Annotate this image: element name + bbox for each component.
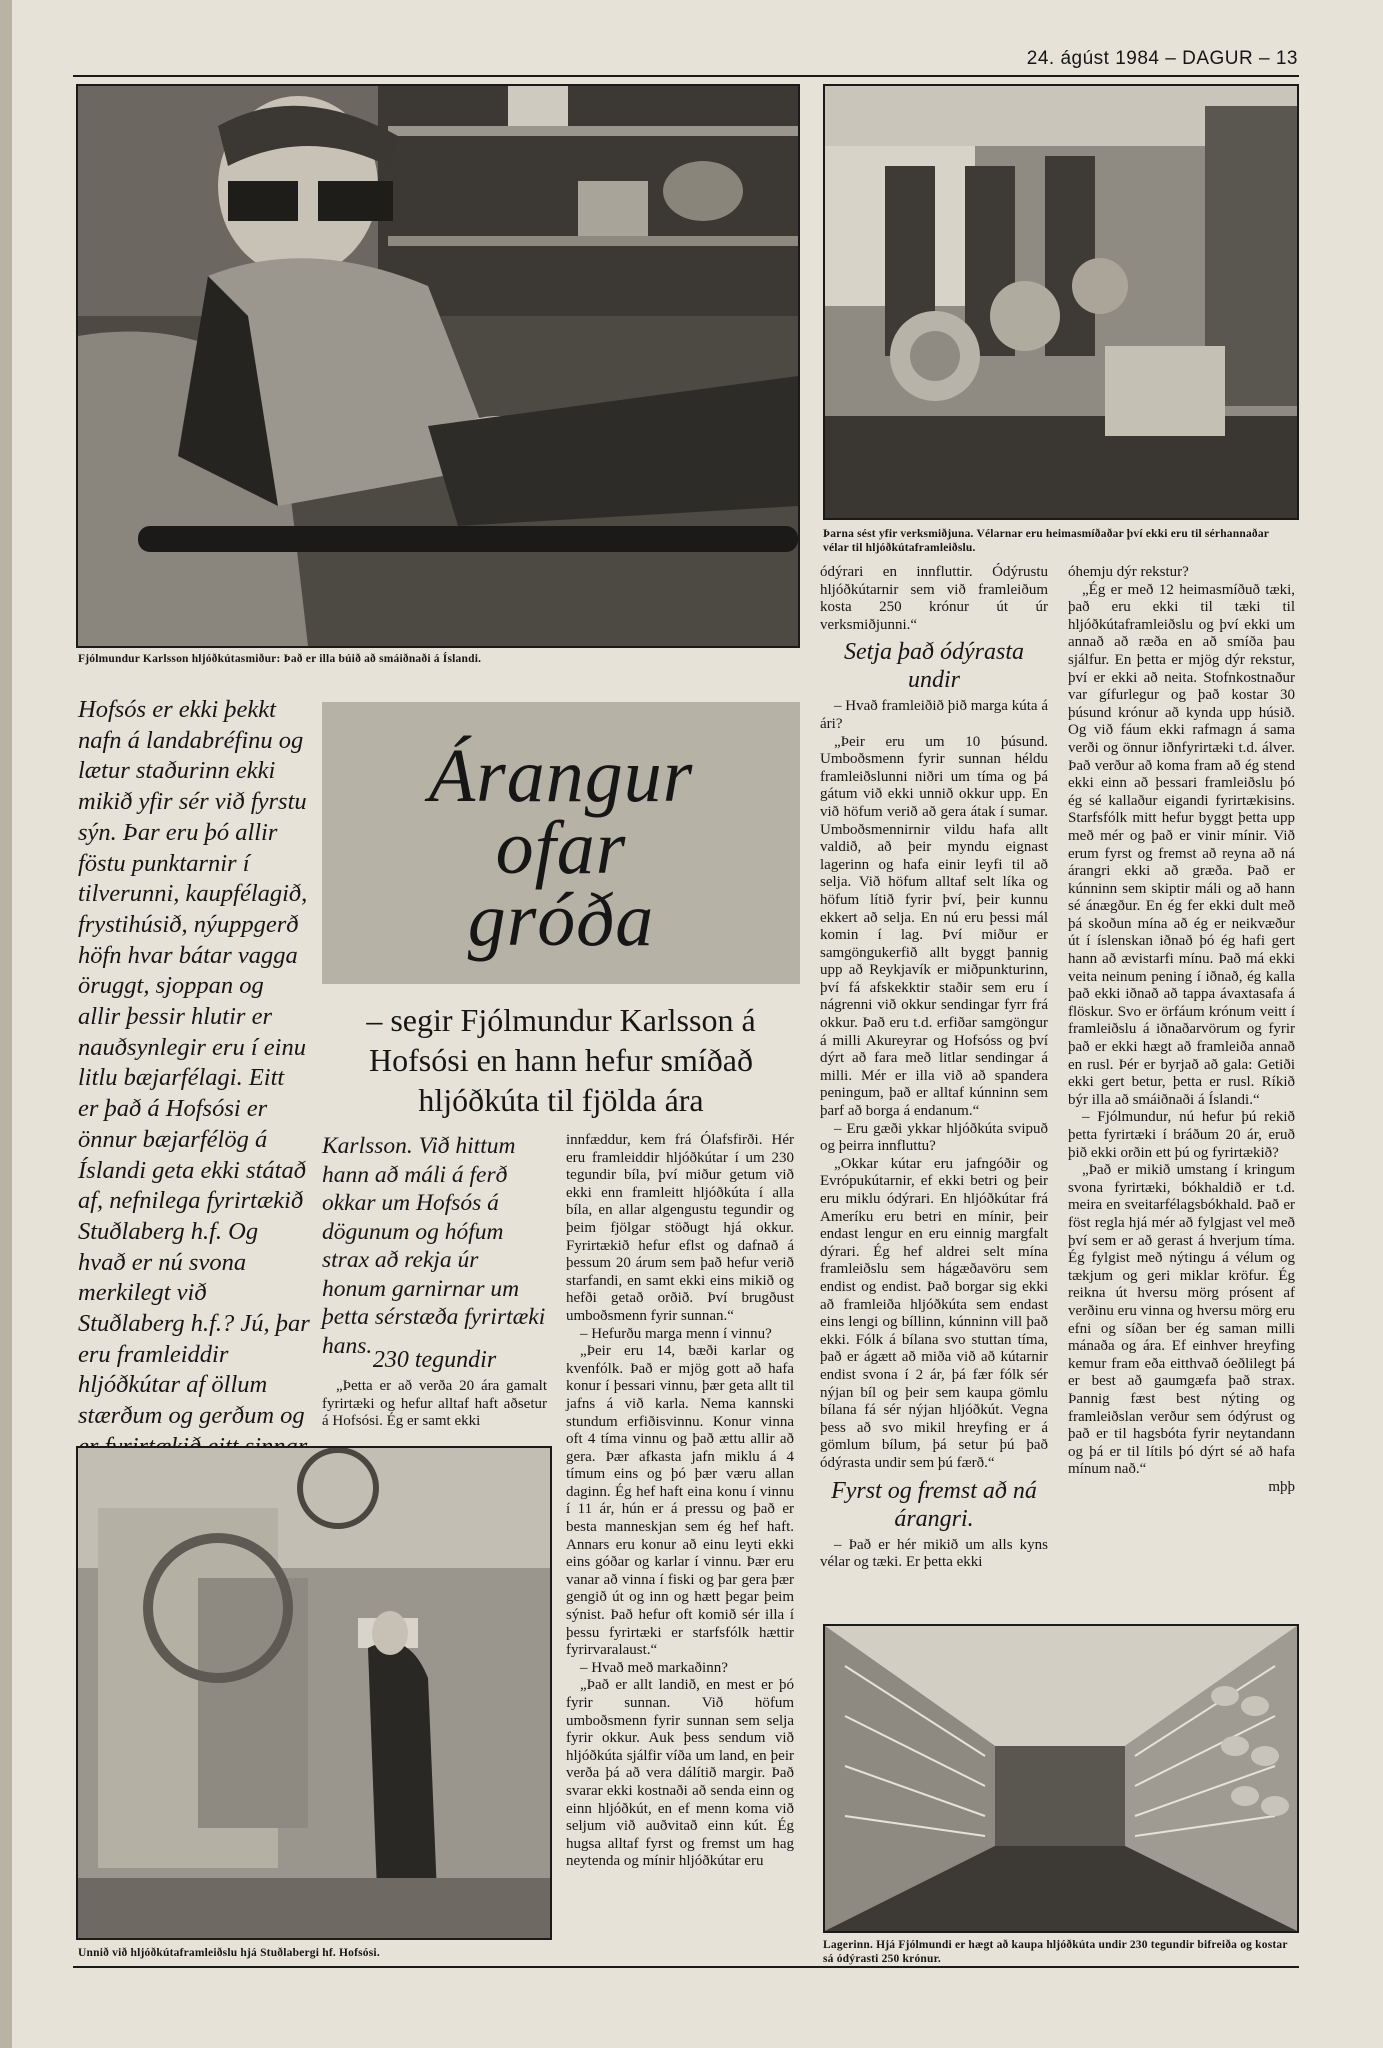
- column-3-para: – Hefurðu marga menn í vinnu?: [580, 1325, 772, 1342]
- column-3-para: „Þeir eru 14, bæði karlar og kvenfólk. Það er mjög gott að hafa konur í þessari vinnu, þær geta allt til jafns á við karla. Nema kannski stundum erfiðisvinnu. Konur vinna oft 4 tíma vinnu og það ættu allir að gera. Þær afkasta jafn miklu á 4 tímum eins og þó þær væru allan daginn. Ég hef haft eina konu í vinnu í 11 ár, hún er á pressu og það er besta manneskjan sem ég hef haft. Annars eru konur að einu leyti ekki eins góðar og karlar í vinnu. Þær eru vanar að vinna í fiski og þar gera þær gengið út og inn og hætt þegar þeim sýnist. Það hefur oft komið sér illa í þessu fyrirtæki er starfsfólk hættir fyrirvaralaust.“: [566, 1343, 794, 1659]
- warehouse-caption: Lagerinn. Hjá Fjólmundi er hægt að kaupa hljóðkúta undir 230 tegundir bifreiða og kostar sá ódýrasti 250 krónur.: [823, 1939, 1288, 1965]
- warehouse-photo: [823, 1624, 1299, 1933]
- title-line-1: Árangur: [428, 734, 694, 818]
- factory-caption: Þarna sést yfir verksmiðjuna. Vélarnar eru heimasmíðaðar því ekki eru til sérhannaðar vélar til hljóðkútaframleiðslu.: [823, 528, 1269, 554]
- title-line-3: gróða: [467, 878, 655, 962]
- column-4-para: „Þeir eru um 10 þúsund. Umboðsmenn fyrir sunnan héldu framleiðslunni niðri um tíma og þá gátum við ekki unnið okkur upp. En við höfum verið að gera átak í sumar. Umboðsmennirnir vildu hafa allt valdið, að þeir myndu eignast lagerinn og hafa einir leyfi til að selja. Við höfum alltaf selt líka og höfum lítið fyrir því, þeir kunnu ekkert að selja. En nú eru þessi mál komin í lag. Því miður er samgöngukerfið allt byggt þannig upp að Reykjavík er miðpunkturinn, því fá afskekktir staðir sem eru í nágrenni við okkur sendingar fyrr frá okkur. Það eru t.d. erfiðar samgöngur á milli Akureyrar og Hofsóss og því dýrt að fara með litlar sendingar á milli. Mér er illa við að spandera peningum, það er alltaf kúnninn sem þarf að borga á endanum.“: [820, 733, 1048, 1120]
- column-2: [322, 1342, 547, 1431]
- factory-photo: [823, 84, 1299, 520]
- column-3-para: „Það er allt landið, en mest er þó fyrir sunnan. Við höfum umboðsmenn fyrir sunnan sem selja fyrir okkur. Auk þess sendum við hljóðkúta sjálfir víða um land, en þeir verða þá að vera dálítið margir. Það svarar ekki kostnaði að senda einn og einn hljóðkút, en ef menn koma við seljum við auðvitað einn kút. Ég hugsa alltaf fyrst og fremst um hag neytenda og mínir hljóðkútar eru: [566, 1677, 794, 1870]
- column-3: [566, 1132, 794, 1871]
- column-2-italic: Karlsson. Við hittum hann að máli á ferð okkar um Hofsós á dögunum og hófum strax að rekja úr honum garnirnar um þetta sérstæða fyrirtæki hans.: [322, 1133, 546, 1359]
- subheading-setja: Setja það ódýrasta undir: [844, 639, 1024, 694]
- portrait-photo: [76, 84, 800, 648]
- title-line-2: ofar: [495, 806, 627, 890]
- column-4-para: „Okkar kútar eru jafngóðir og Evrópukútarnir, ef ekki betri og þeir eru miklu ódýrari. En hljóðkútar frá Ameríku eru betri en mínir, þeir endast lengur en eru einnig margfalt dýrari. Ég hef aldrei selt mína framleiðslu sem hágæðavöru sem endist og endist. Það borgar sig ekki að framleiða hljóðkúta sem endast eins lengi og bíllinn, kúnninn vill það ekki. Fólk á bílana svo stuttan tíma, það er ágætt að miða við að kútarnir endist svona í 2 ár, þá fær fólk sér nýjan bíl og þeir sem kaupa gömlu bílana fá sér nýjan hljóðkút. Vegna þess að svo mikil hreyfing er á gömlum bílum, þá setur þú það ódýrasta undir sem þú færð.“: [820, 1155, 1048, 1471]
- column-5-para: „Ég er með 12 heimasmíðuð tæki, það eru ekki til tæki til hljóðkútaframleiðslu og því ekki um annað að ræða en að smíða þau sjálfur. En þetta er mjög dýr rekstur, því er ekki að neita. Stofnkostnaður var gífurlegur og það kostar 30 þúsund krónur að kynda upp húsið. Og við fáum ekki rafmagn á sama verði og önnur iðnfyrirtæki t.d. álver. Það verður að koma fram að ég stend ekki einn að þessari framleiðslu þó ég sé kallaður eigandi fyrirtækisins. Starfsfólk mitt hefur byggt þetta upp með mér og það er vinir mínir. Við erum fyrst og fremst að reyna að ná árangri ekki að græða. Það er kúnninn sem skiptir máli og að hann sé ánægður. En ég fer ekki dult með þá skoðun mína að ég er neikvæður út í íslenskan iðnað þó ég hafi gert hann að ævistarfi mínu. Það má ekki veita neinum pening í iðnað, ég kalla það ekki iðnað að tappa ávaxtasafa á flöskur. Svo er örfáum krónum veitt í framleiðslu á iðnaðarvörum og fyrir það er ekki hægt að framleiða annað en rusl. Þér er byrjað að gala: Getiði ekki gert betur, þetta er rusl. Ríkið býr illa að smáiðnaði á Íslandi.“: [1068, 581, 1295, 1108]
- column-4-para: – Eru gæði ykkar hljóðkúta svipuð og þeirra innfluttu?: [820, 1120, 1048, 1155]
- footer-rule: [73, 1966, 1299, 1968]
- article-intro: Hofsós er ekki þekkt nafn á landabréfinu og lætur staðurinn ekki mikið yfir sér við fyrstu sýn. Þar eru þó allir föstu punktarnir í tilverunni, kaupfélagið, frystihúsið, nýuppgerð höfn hvar bátar vagga öruggt, sjoppan og allir þessir hlutir er nauðsynlegir eru í einu litlu bæjarfélagi. Eitt er það á Hofsósi er önnur bæjarfélög á Íslandi geta ekki státað af, nefnilega fyrirtækið Stuðlaberg h.f. Og hvað er nú svona merkilegt við Stuðlaberg h.f.? Jú, þar eru framleiddir hljóðkútar af öllum stærðum og gerðum og: [78, 696, 310, 1430]
- article-subtitle: – segir Fjólmundur Karlsson á Hofsósi en hann hefur smíðað hljóðkúta til fjölda ára: [366, 1002, 756, 1118]
- column-5-para: „Það er mikið umstang í kringum svona fyrirtæki, bókhaldið er t.d. meira en sveitarfélagsbókhald. Það er föst regla hjá mér að fylgjast vel með því sem er að gerast á hverjum tíma. Ég fylgist með nýtingu á vélum og tækjum og geri miklar kröfur. Ég reikna út hversu mörg prósent af verðinu eru vinna og hversu mörg eru efni og síðan ber ég saman milli mánaða og ára. Ef einhver hreyfing kemur fram eða eitthvað óeðlilegt þá er best að gaumgæfa það strax. Þannig fæst best nýting og framleiðslan verður sem ódýrust og það er til hagsbóta fyrir neytandann og þá er til lítils þó dýrt sé að hafa mínum nað.“: [1068, 1162, 1295, 1478]
- column-2-text: „Þetta er að verða 20 ára gamalt fyrirtæki og hefur alltaf haft aðsetur á Hofsósi. Ég er samt ekki: [322, 1378, 547, 1430]
- column-4-para: ódýrari en innfluttir. Ódýrustu hljóðkútarnir sem við framleiðum kosta 250 krónur út úr verksmiðjunni.“: [820, 564, 1048, 633]
- column-4: [820, 564, 1048, 1572]
- worker-caption: Unnið við hljóðkútaframleiðslu hjá Stuðlabergi hf. Hofsósi.: [78, 1947, 380, 1959]
- signature: mþþ: [1268, 1478, 1295, 1495]
- page-edge: [0, 0, 12, 2048]
- column-4-para: – Hvað framleiðið þið marga kúta á ári?: [820, 698, 1048, 732]
- article-title: [322, 734, 800, 962]
- column-5-para: – Fjólmundur, nú hefur þú rekið þetta fyrirtæki í bráðum 20 ár, eruð þið ekki orðin ett þú og fyrirtækið?: [1068, 1109, 1295, 1161]
- worker-photo: [76, 1446, 552, 1940]
- subheading-230: 230 tegundir: [372, 1347, 497, 1373]
- column-3-para: innfæddur, kem frá Ólafsfirði. Hér eru framleiddir hljóðkútar í um 230 tegundir bíla, því miður getum við ekki enn framleitt hljóðkúta í alla bíla, en allar algengustu tegundir og þeim fjölgar stöðugt hjá okkur. Fyrirtækið hefur eflst og dafnað á þessum 20 árum sem það hefur verið starfandi, en samt ekki eins mikið og hefði getað orðið. Því brugðust umboðsmenn fyrir sunnan.“: [566, 1132, 794, 1324]
- column-4-para: – Það er hér mikið um alls kyns vélar og tæki. Er þetta ekki: [820, 1536, 1048, 1571]
- portrait-caption: Fjólmundur Karlsson hljóðkútasmiður: Það er illa búið að smáiðnaði á Íslandi.: [78, 653, 482, 665]
- subheading-fyrst: Fyrst og fremst að ná árangri.: [831, 1477, 1037, 1532]
- column-5: [1068, 564, 1295, 1496]
- column-3-para: – Hvað með markaðinn?: [580, 1659, 728, 1676]
- page-header: 24. ágúst 1984 – DAGUR – 13: [1026, 48, 1298, 69]
- header-rule: [73, 75, 1299, 77]
- column-5-para: óhemju dýr rekstur?: [1068, 564, 1189, 580]
